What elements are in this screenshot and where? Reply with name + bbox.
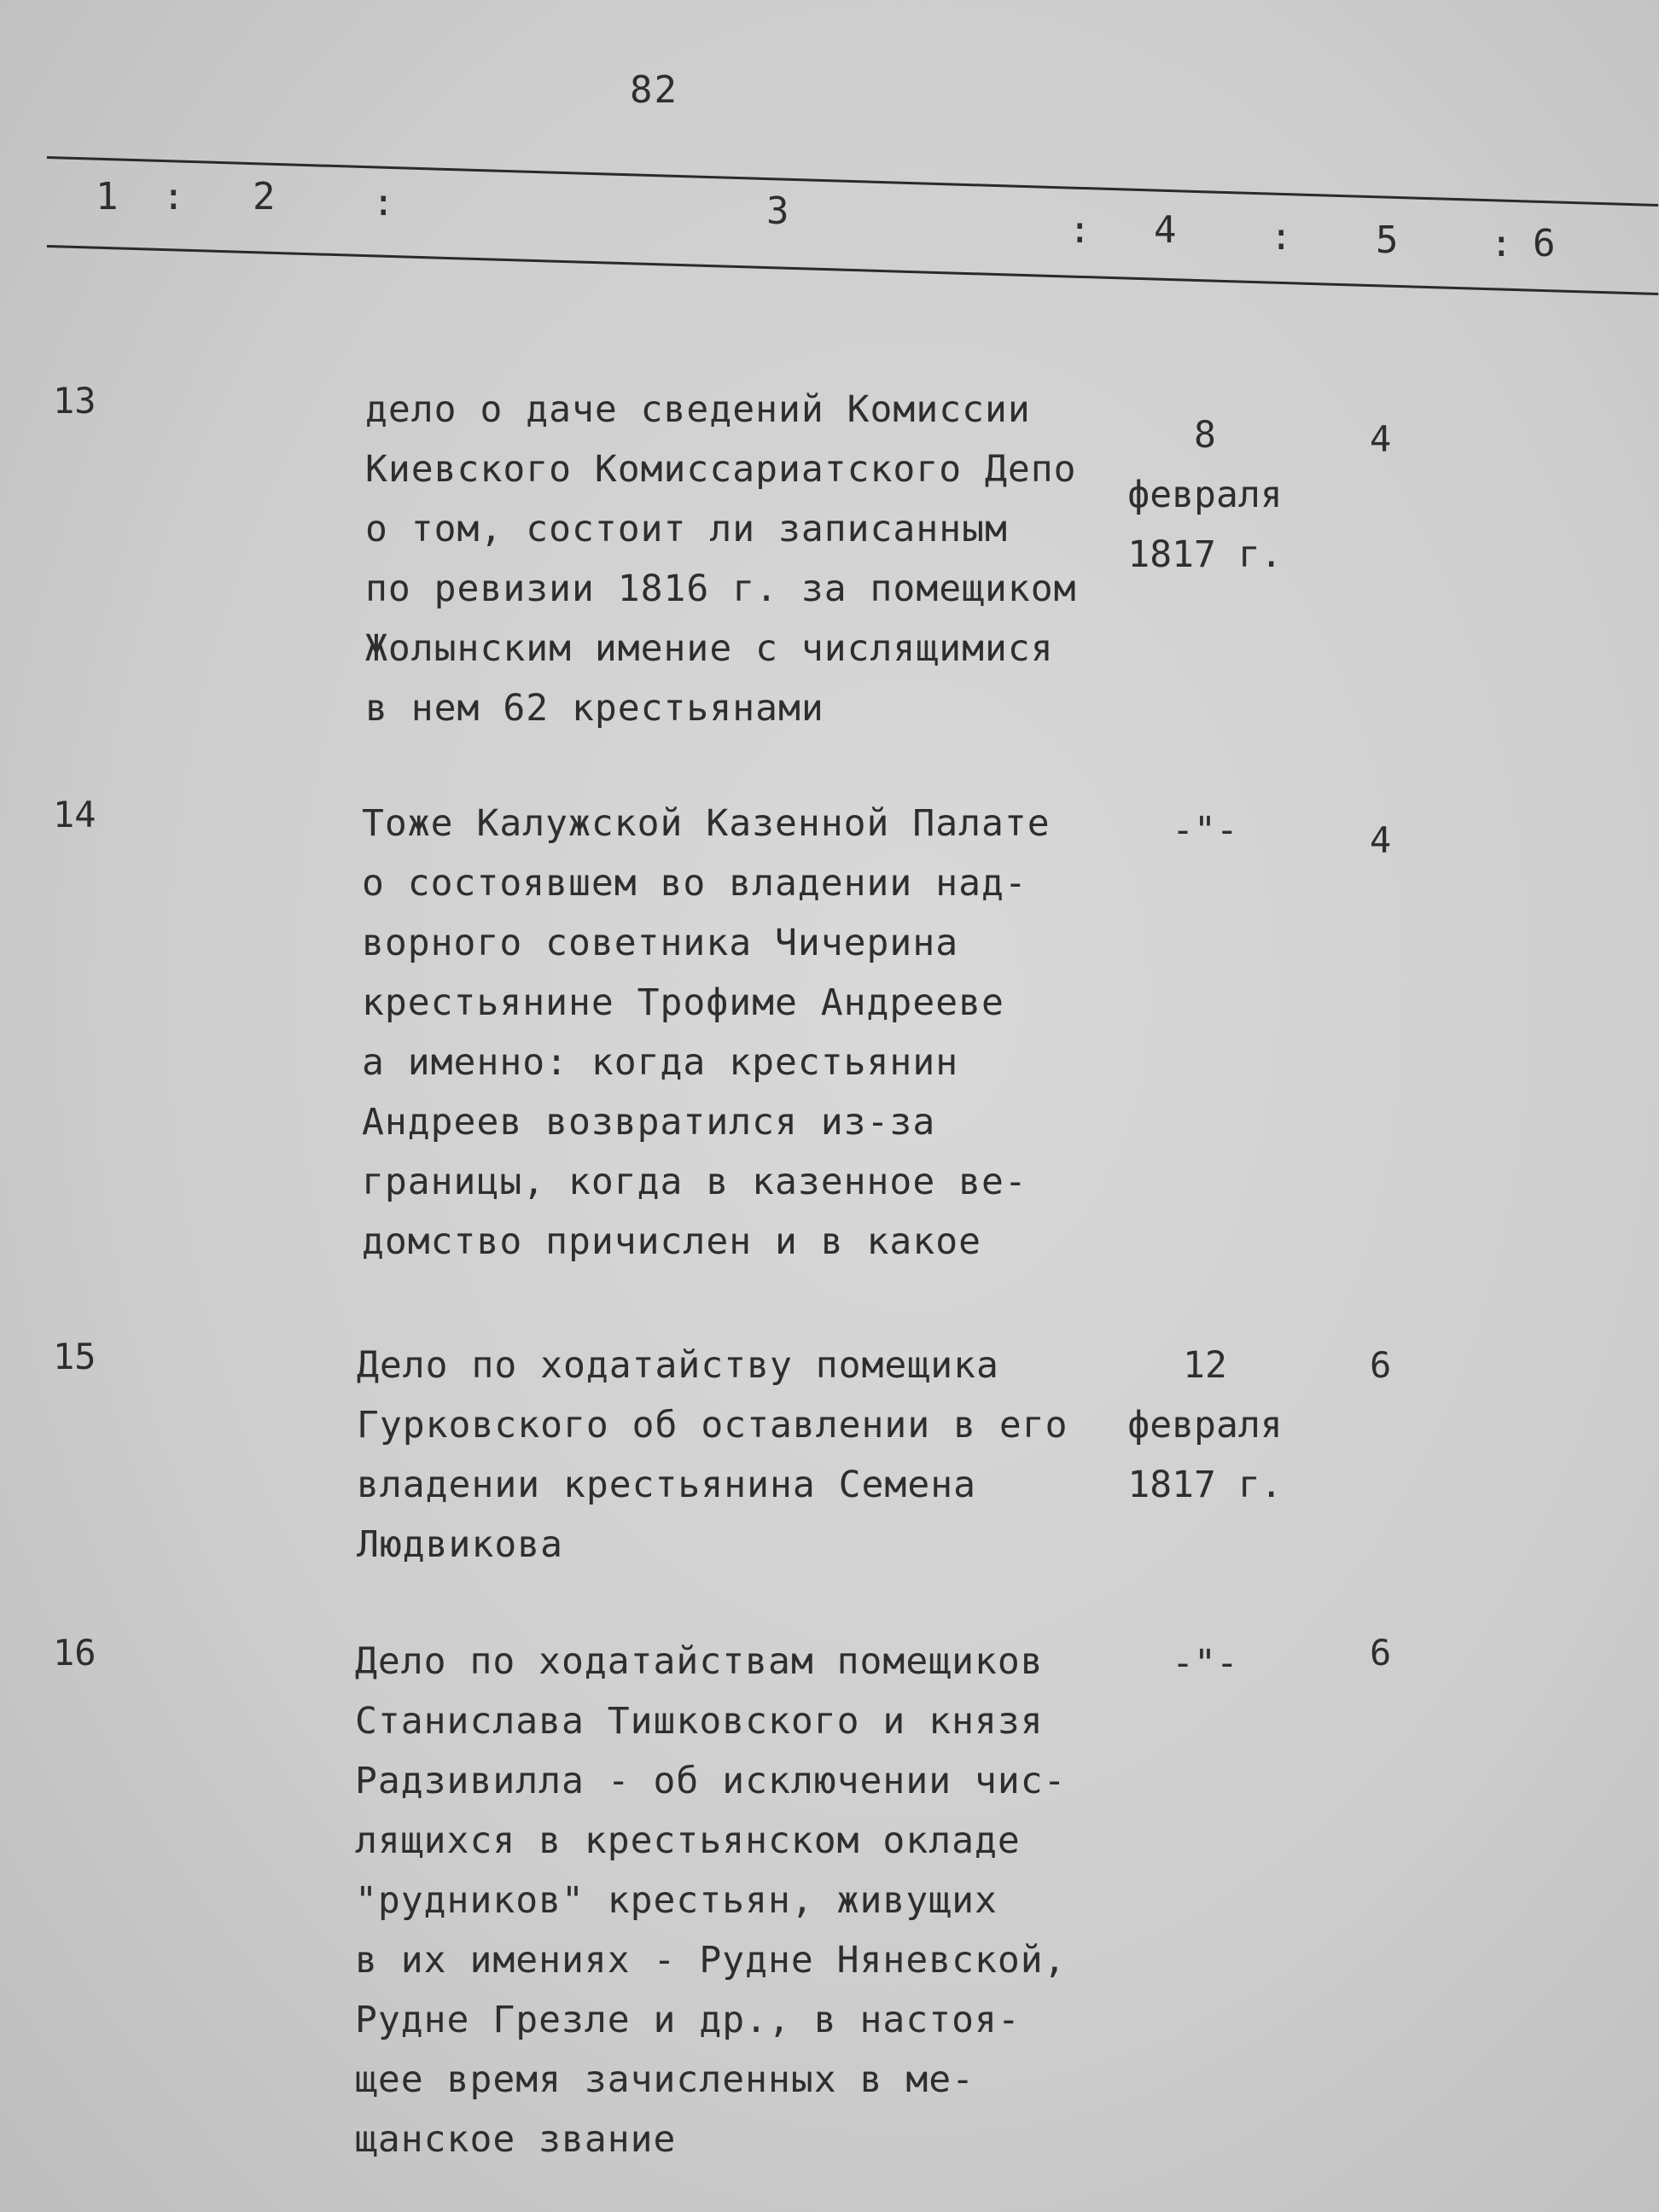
column-separator: :	[162, 175, 185, 218]
record-number: 15	[53, 1336, 96, 1377]
record-title: дело о даче сведений Комиссии Киевского Комиссариатского Депо о том, состоит ли записанным по ревизии 1816 г. за помещиком Жолынским имение с числящимися в нем 62 крестьянами	[365, 388, 1077, 730]
record-date: 8 февраля 1817 г.	[1127, 414, 1283, 576]
column-separator: :	[1270, 215, 1293, 259]
record-title: Дело по ходатайствам помещиков Станислава Тишковского и князя Радзивилла - об исключении чис- лящихся в крестьянском окладе "рудников" крестьян, живущих в их имениях - Рудне Няневской, Рудне Грезле и др., в настоя- щее время зачисленных в ме- щанское звание	[355, 1640, 1067, 2161]
record-date: -"-	[1172, 809, 1238, 852]
record-title: Тоже Калужской Казенной Палате о состоявшем во владении над- ворного советника Чичерина крестьянине Трофиме Андрееве а именно: когда крестьянин Андреев возвратился из-за границы, когда в казенное ве- домство причислен и в какое	[362, 802, 1051, 1263]
record-number: 13	[53, 380, 96, 422]
record-sheet-count: 4	[1370, 418, 1392, 460]
column-header-5: 5	[1376, 218, 1399, 262]
column-header-4: 4	[1154, 208, 1177, 252]
record-date: 12 февраля 1817 г.	[1127, 1344, 1283, 1506]
record-date: -"-	[1172, 1642, 1238, 1685]
column-separator: :	[372, 181, 395, 224]
record-sheet-count: 6	[1370, 1632, 1392, 1674]
record-number: 14	[53, 794, 96, 835]
record-sheet-count: 6	[1370, 1344, 1392, 1386]
column-header-2: 2	[253, 175, 276, 218]
record-number: 16	[53, 1632, 96, 1674]
column-separator: :	[1068, 208, 1091, 252]
column-header-1: 1	[96, 175, 119, 218]
column-separator: :	[1490, 222, 1513, 265]
record-sheet-count: 4	[1370, 819, 1392, 861]
column-header-3: 3	[766, 189, 789, 233]
record-title: Дело по ходатайству помещика Гурковского об оставлении в его владении крестьянина Семена Людвикова	[357, 1344, 1068, 1566]
page-number: 82	[630, 68, 678, 112]
column-header-6: 6	[1533, 222, 1556, 265]
